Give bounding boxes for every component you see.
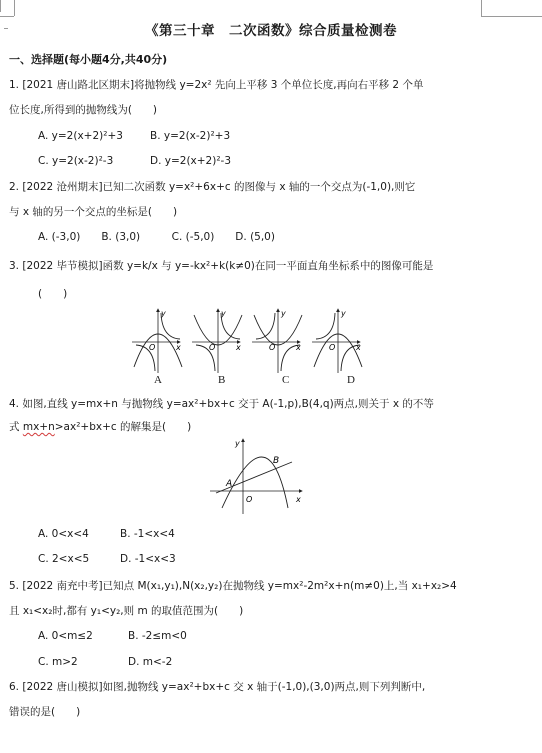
page-title: 《第三十章 二次函数》综合质量检测卷 bbox=[145, 23, 397, 39]
axis-label-y: y bbox=[341, 309, 346, 318]
question-4-figure bbox=[206, 436, 306, 516]
graph-b bbox=[192, 309, 242, 373]
axis-label-origin: O bbox=[246, 495, 253, 504]
question-5-option-b: B. -2≤m<0 bbox=[128, 630, 187, 642]
axis-label-origin: O bbox=[209, 343, 216, 352]
axis-label-y: y bbox=[235, 439, 240, 448]
question-1-option-c: C. y=2(x-2)²-3 bbox=[38, 155, 114, 167]
axis-label-origin: O bbox=[149, 343, 156, 352]
graph-label-d: D bbox=[347, 374, 355, 386]
question-3-figure bbox=[128, 305, 364, 393]
crop-mark bbox=[14, 0, 15, 16]
crop-mark bbox=[0, 16, 14, 17]
question-3-stem: 3. [2022 毕节模拟]函数 y=k/x 与 y=-kx²+k(k≠0)在同一平面直角坐标系中的图像可能是 bbox=[9, 260, 434, 272]
point-label-b: B bbox=[273, 456, 280, 466]
axis-label-origin: O bbox=[329, 343, 336, 352]
axis-label-x: x bbox=[296, 343, 301, 352]
question-4-stem-cont bbox=[9, 420, 191, 434]
graph-d bbox=[312, 309, 362, 373]
question-1-stem: 1. [2021 唐山路北区期末]将抛物线 y=2x² 先向上平移 3 个单位长度,再向右平移 2 个单 bbox=[9, 79, 424, 91]
section-heading: 一、选择题(每小题4分,共40分) bbox=[9, 53, 168, 66]
question-4-stem-prefix: 式 bbox=[9, 421, 23, 433]
question-6-stem-cont: 错误的是( ) bbox=[9, 706, 81, 718]
question-1-option-b: B. y=2(x-2)²+3 bbox=[150, 130, 231, 142]
question-4-option-b: B. -1<x<4 bbox=[120, 528, 175, 540]
question-4-wavy-term: mx+n bbox=[22, 421, 55, 433]
axis-label-x: x bbox=[176, 343, 181, 352]
point-label-a: A bbox=[226, 479, 233, 489]
graph-a bbox=[132, 309, 182, 373]
graph-label-b: B bbox=[218, 374, 226, 386]
axis-label-x: x bbox=[356, 343, 361, 352]
question-4-option-a: A. 0<x<4 bbox=[38, 528, 89, 540]
graph-c bbox=[252, 309, 302, 373]
axis-label-x: x bbox=[296, 495, 301, 504]
graph-label-a: A bbox=[154, 374, 162, 386]
question-5-stem-cont: 且 x₁<x₂时,都有 y₁<y₂,则 m 的取值范围为( ) bbox=[9, 605, 244, 617]
question-5-stem: 5. [2022 南充中考]已知点 M(x₁,y₁),N(x₂,y₂)在抛物线 y=mx²-2m²x+n(m≠0)上,当 x₁+x₂>4 bbox=[9, 580, 457, 592]
question-5-option-d: D. m<-2 bbox=[128, 656, 173, 668]
question-4-stem: 4. 如图,直线 y=mx+n 与抛物线 y=ax²+bx+c 交于 A(-1,p),B(4,q)两点,则关于 x 的不等 bbox=[9, 398, 434, 410]
question-1-option-a: A. y=2(x+2)²+3 bbox=[38, 130, 123, 142]
question-6-stem: 6. [2022 唐山模拟]如图,抛物线 y=ax²+bx+c 交 x 轴于(-1,0),(3,0)两点,则下列判断中, bbox=[9, 681, 426, 693]
question-5-option-c: C. m>2 bbox=[38, 656, 78, 668]
question-4-option-c: C. 2<x<5 bbox=[38, 553, 90, 565]
question-2-stem-cont: 与 x 轴的另一个交点的坐标是( ) bbox=[9, 206, 178, 218]
crop-mark bbox=[0, 0, 1, 12]
question-2-options: A. (-3,0) B. (3,0) C. (-5,0) D. (5,0) bbox=[38, 231, 275, 243]
axis-label-origin: O bbox=[269, 343, 276, 352]
question-2-stem: 2. [2022 沧州期末]已知二次函数 y=x²+6x+c 的图像与 x 轴的一个交点为(-1,0),则它 bbox=[9, 181, 416, 193]
axis-label-y: y bbox=[161, 309, 166, 318]
question-5-option-a: A. 0<m≤2 bbox=[38, 630, 93, 642]
crop-mark bbox=[481, 0, 482, 16]
question-4-stem-rest: >ax²+bx+c 的解集是( ) bbox=[54, 421, 192, 433]
axis-label-x: x bbox=[236, 343, 241, 352]
question-3-stem-cont: ( ) bbox=[38, 288, 68, 300]
axis-label-y: y bbox=[281, 309, 286, 318]
question-1-option-d: D. y=2(x+2)²-3 bbox=[150, 155, 232, 167]
axis-label-y: y bbox=[221, 309, 226, 318]
crop-mark bbox=[481, 16, 542, 17]
question-1-stem-cont: 位长度,所得到的抛物线为( ) bbox=[9, 104, 158, 116]
question-4-option-d: D. -1<x<3 bbox=[120, 553, 176, 565]
graph-label-c: C bbox=[282, 374, 290, 386]
